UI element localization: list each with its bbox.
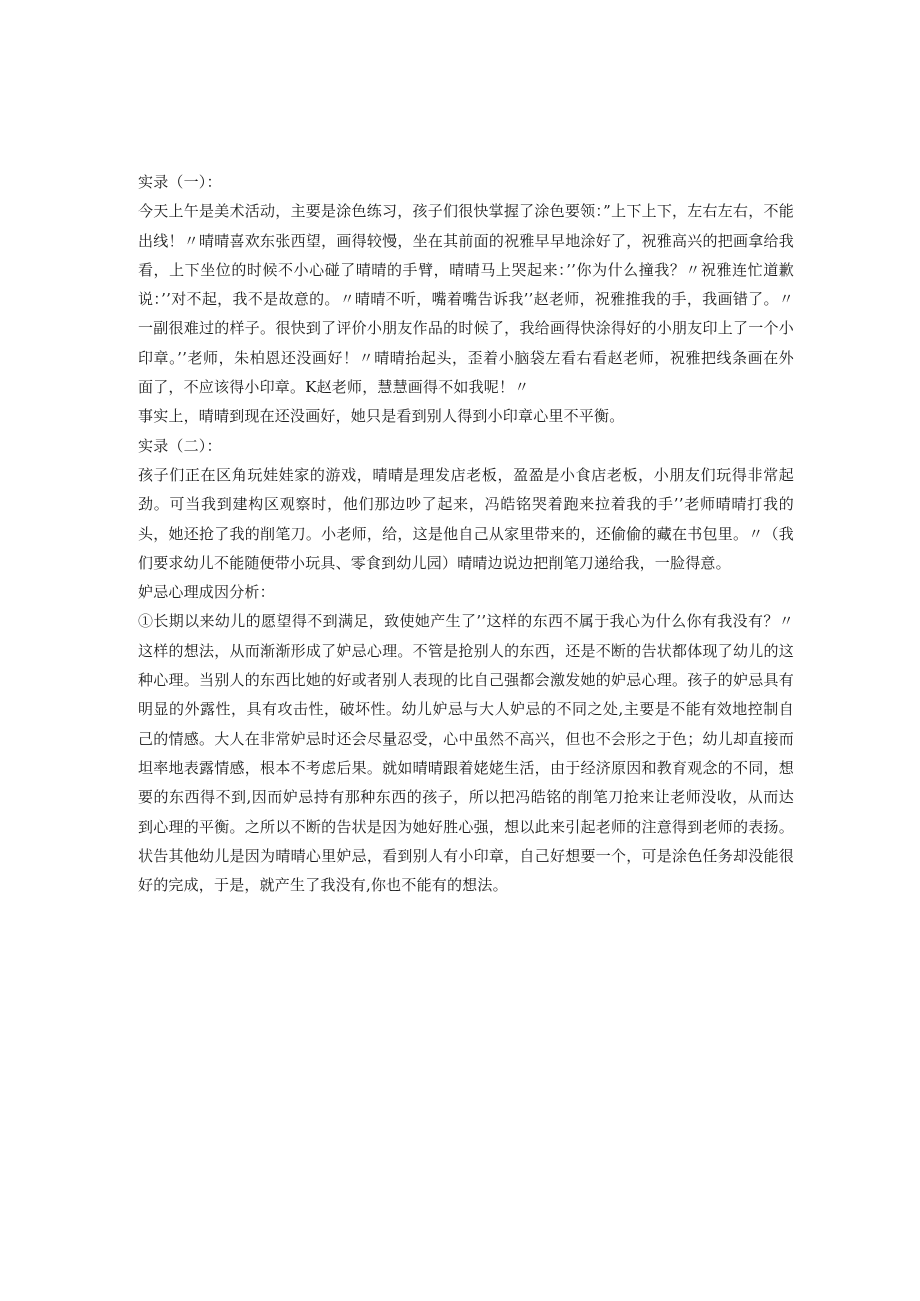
section-heading-record-1: 实录（一）：	[138, 173, 222, 191]
paragraph-analysis-body: ①长期以来幼儿的愿望得不到满足，致使她产生了’’这样的东西不属于我心为什么你有我没有？〃这样的想法，从而渐渐形成了妒忌心理。不管是抢别人的东西，还是不断的告状都体现了幼儿的这种心理。当别人的东西比她的好或者别人表现的比自己强都会激发她的妒忌心理。孩子的妒忌具有明显的外露性，具有攻击性，破坏性。幼儿妒忌与大人妒忌的不同之处,主要是不能有效地控制自己的情感。大人在非常妒忌时还会尽量忍受，心中虽然不高兴，但也不会形之于色；幼儿却直接而坦率地表露情感，根本不考虑后果。就如晴晴跟着姥姥生活，由于经济原因和教育观念的不同，想要的东西得不到,因而妒忌持有那种东西的孩子，所以把冯皓铭的削笔刀抢来让老师没收，从而达到心理的平衡。之所以不断的告状是因为她好胜心强，想以此来引起老师的注意得到老师的表扬。状告其他幼儿是因为晴晴心里妒忌，看到别人有小印章，自己好想要一个，可是涂色任务却没能很好的完成，于是，就产生了我没有,你也不能有的想法。	[138, 612, 794, 895]
paragraph-record-2-body: 孩子们正在区角玩娃娃家的游戏，晴晴是理发店老板，盈盈是小食店老板，小朋友们玩得非常起劲。可当我到建构区观察时，他们那边吵了起来，冯皓铭哭着跑来拉着我的手’’老师晴晴打我的头，她还抢了我的削笔刀。小老师，给，这是他自己从家里带来的，还偷偷的藏在书包里。〃（我们要求幼儿不能随便带小玩具、零食到幼儿园）晴晴边说边把削笔刀递给我，一脸得意。	[138, 465, 794, 572]
section-heading-analysis: 妒忌心理成因分析：	[138, 583, 275, 602]
paragraph-record-1-body: 今天上午是美术活动，主要是涂色练习，孩子们很快掌握了涂色要领：”上下上下，左右左右，不能出线！〃晴晴喜欢东张西望，画得较慢，坐在其前面的祝雅早早地涂好了，祝雅高兴的把画拿给我看，上下坐位的时候不小心碰了晴晴的手臂，晴晴马上哭起来：’’你为什么撞我？〃祝雅连忙道歉说：’’对不起，我不是故意的。〃晴晴不听，嘴着嘴告诉我’’赵老师，祝雅推我的手，我画错了。〃一副很难过的样子。很快到了评价小朋友作品的时候了，我给画得快涂得好的小朋友印上了一个小印章。’’老师，朱柏恩还没画好！〃晴晴抬起头，歪着小脑袋左看右看赵老师，祝雅把线条画在外面了，不应该得小印章。K赵老师，慧慧画得不如我呢！〃	[138, 202, 794, 397]
paragraph-record-1-note: 事实上，晴晴到现在还没画好，她只是看到别人得到小印章心里不平衡。	[138, 407, 625, 426]
document-body	[138, 168, 794, 900]
section-heading-record-2: 实录（二）：	[138, 436, 222, 455]
